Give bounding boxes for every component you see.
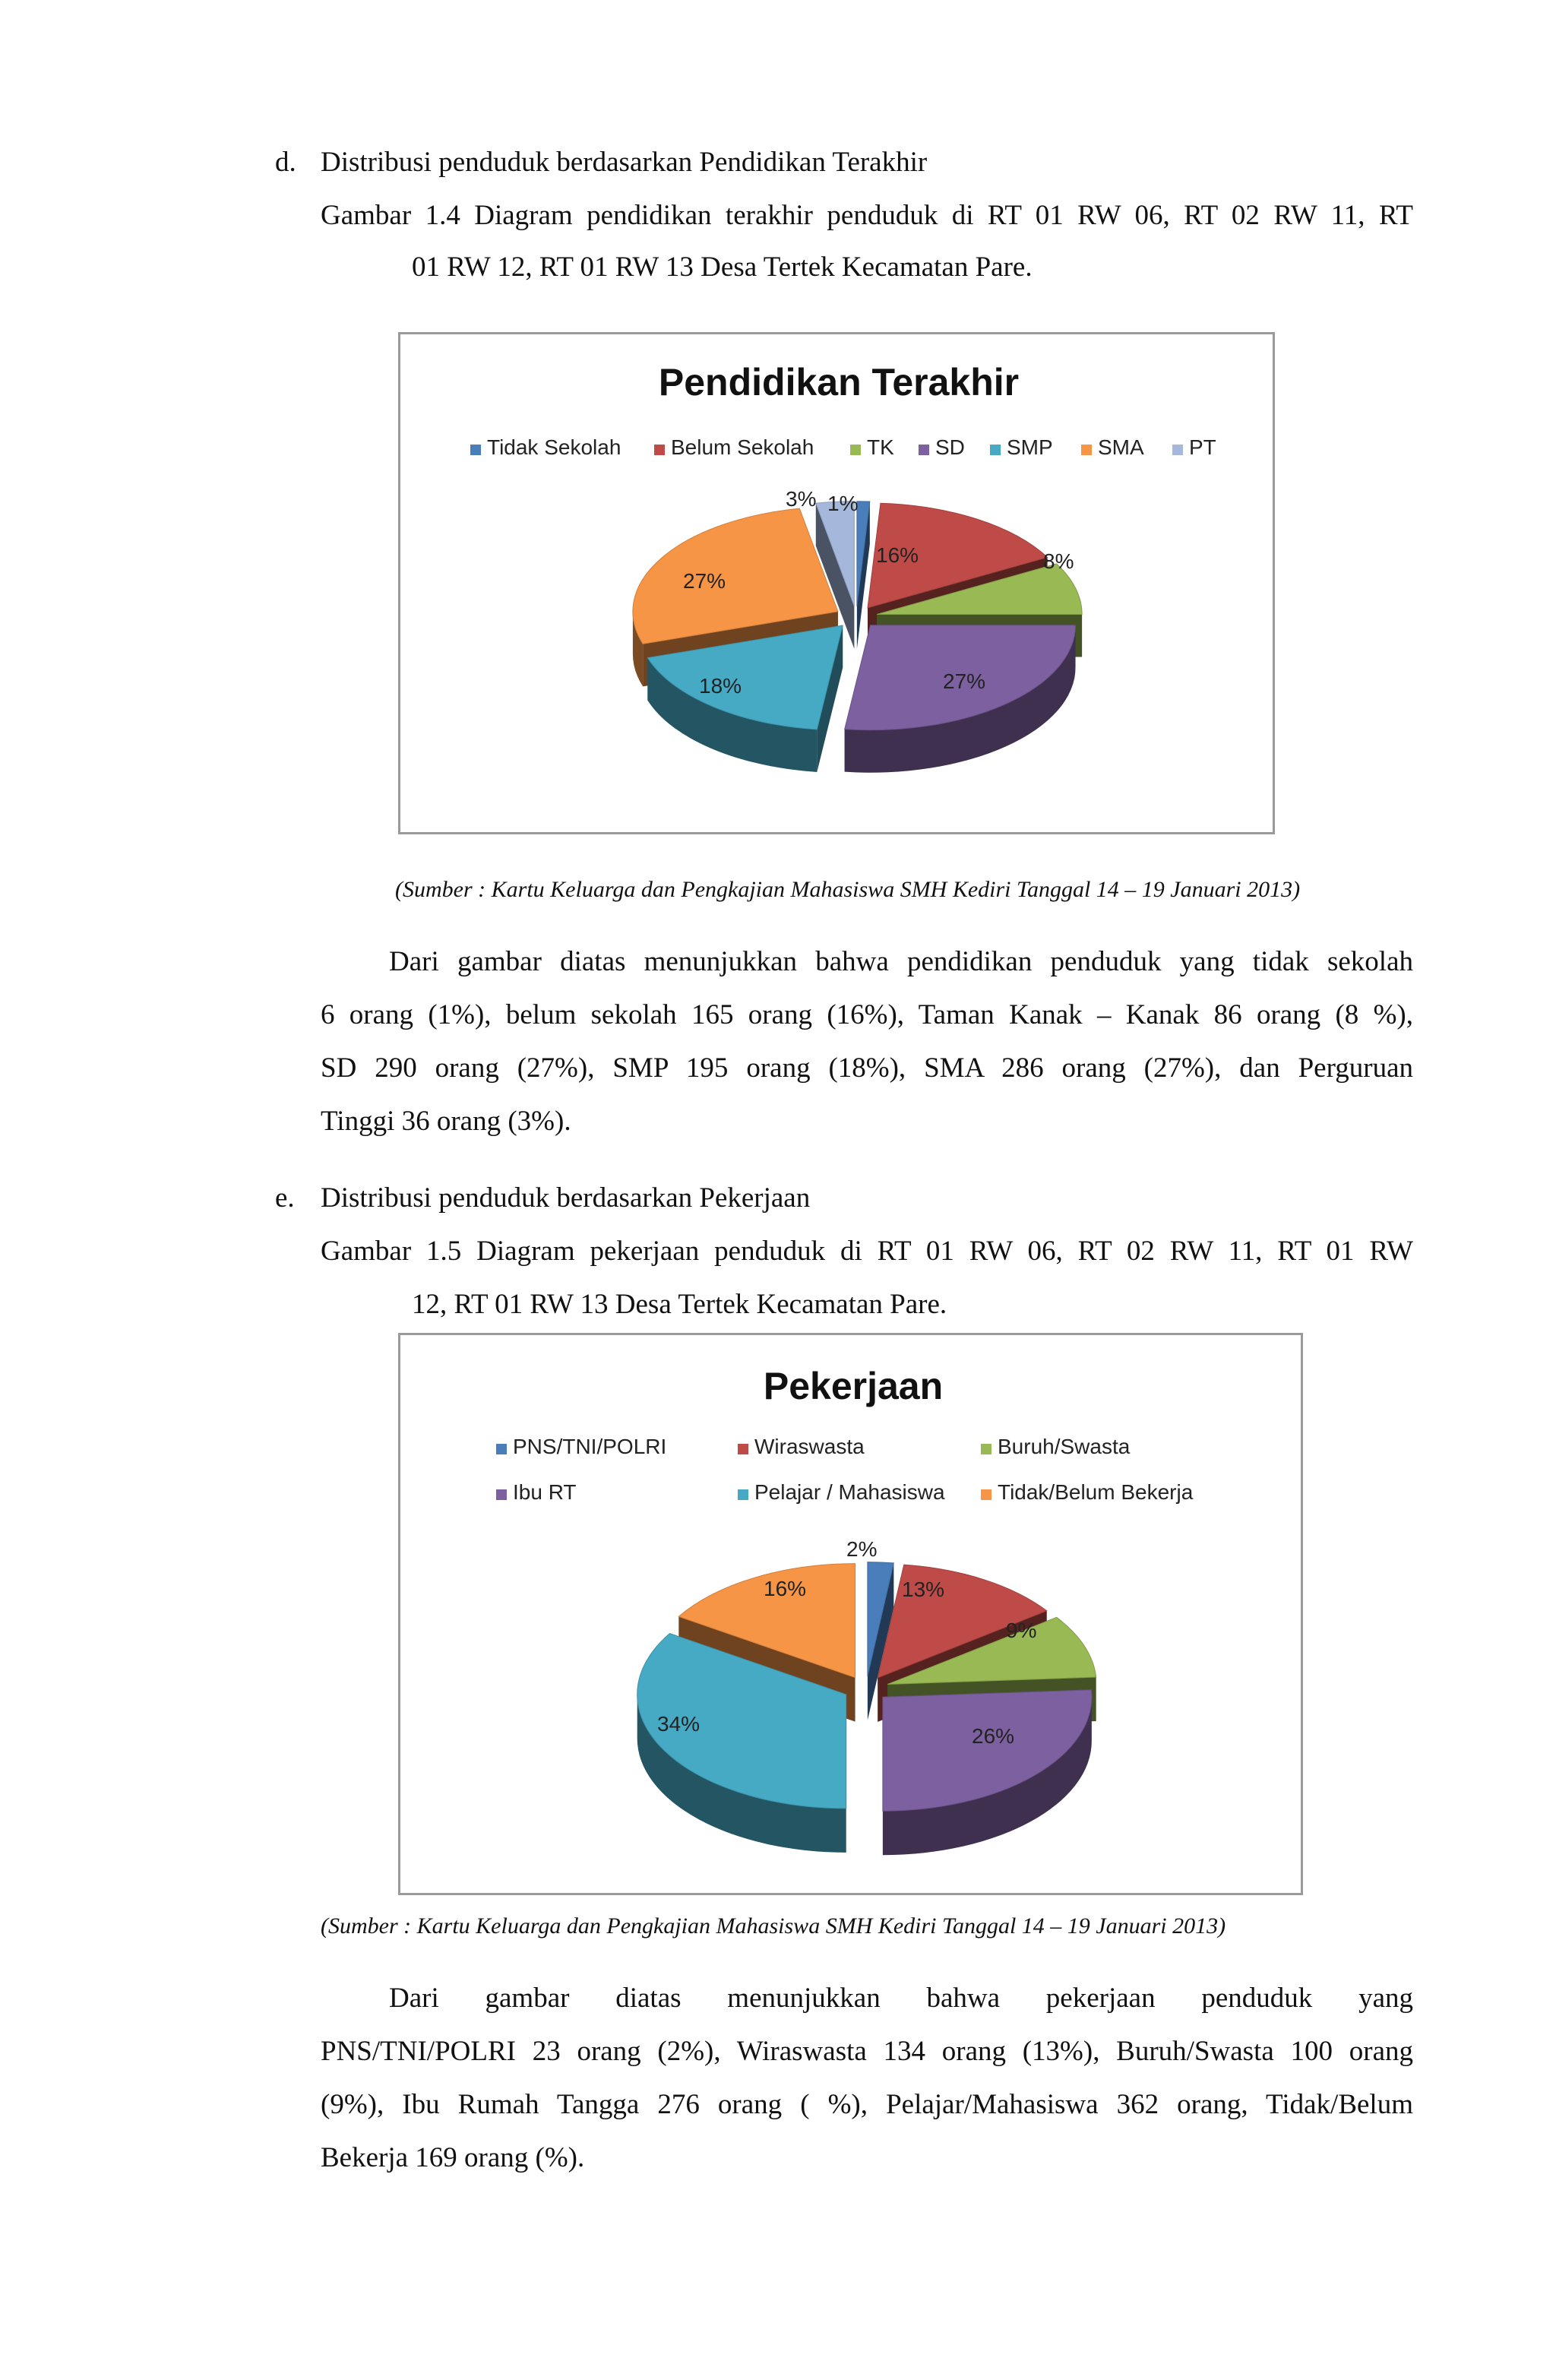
legend-swatch-tidak-belum-bekerja xyxy=(981,1489,991,1500)
legend-label-buruh-swasta: Buruh/Swasta xyxy=(998,1435,1131,1458)
figure-1-4-source: (Sumber : Kartu Keluarga dan Pengkajian Mahasiswa SMH Kediri Tanggal 14 – 19 Januari 2013) xyxy=(395,877,1301,902)
legend-swatch-pelajar-mahasiswa xyxy=(738,1489,748,1500)
chart-title: Pekerjaan xyxy=(763,1365,944,1407)
data-label-ibu-rt: 26% xyxy=(972,1724,1015,1748)
figure-1-4-caption-line2: 01 RW 12, RT 01 RW 13 Desa Tertek Kecamatan Pare. xyxy=(412,252,1033,283)
data-label-smp: 18% xyxy=(699,674,742,698)
legend-label-pns-tni-polri: PNS/TNI/POLRI xyxy=(513,1435,667,1458)
legend-swatch-pt xyxy=(1172,445,1183,455)
chart-pekerjaan-svg xyxy=(400,1335,1305,1897)
legend-swatch-sd xyxy=(919,445,929,455)
data-label-pelajar-mahasiswa: 34% xyxy=(657,1712,701,1736)
figure-1-5-caption-line1: Gambar 1.5 Diagram pekerjaan penduduk di RT 01 RW 06, RT 02 RW 11, RT 01 RW xyxy=(321,1236,1413,1267)
legend-swatch-wiraswasta xyxy=(738,1444,748,1454)
section-d-para-line1: Dari gambar diatas menunjukkan bahwa pendidikan penduduk yang tidak sekolah xyxy=(389,946,1413,977)
data-label-buruh-swasta: 9% xyxy=(1006,1619,1037,1642)
data-label-sd: 27% xyxy=(943,669,986,693)
data-label-tidak-belum-bekerja: 16% xyxy=(764,1577,807,1600)
legend-label-sd: SD xyxy=(935,435,965,459)
legend-swatch-smp xyxy=(990,445,1001,455)
legend-label-belum-sekolah: Belum Sekolah xyxy=(671,435,814,459)
data-label-sma: 27% xyxy=(683,569,726,593)
legend-label-smp: SMP xyxy=(1007,435,1053,459)
figure-1-4-caption-line1: Gambar 1.4 Diagram pendidikan terakhir penduduk di RT 01 RW 06, RT 02 RW 11, RT xyxy=(321,200,1413,231)
section-e-para-line3: (9%), Ibu Rumah Tangga 276 orang ( %), Pelajar/Mahasiswa 362 orang, Tidak/Belum xyxy=(321,2089,1413,2120)
figure-1-5-source: (Sumber : Kartu Keluarga dan Pengkajian Mahasiswa SMH Kediri Tanggal 14 – 19 Januari 2013) xyxy=(321,1913,1226,1938)
legend-label-pt: PT xyxy=(1189,435,1216,459)
chart-pekerjaan xyxy=(398,1333,1303,1895)
legend-swatch-pns-tni-polri xyxy=(496,1444,507,1454)
legend-swatch-belum-sekolah xyxy=(654,445,665,455)
legend-label-ibu-rt: Ibu RT xyxy=(513,1480,577,1504)
chart-title: Pendidikan Terakhir xyxy=(658,361,1020,404)
section-e-para-line4: Bekerja 169 orang (%). xyxy=(321,2142,585,2173)
section-d-marker: d. xyxy=(275,147,296,178)
legend-label-sma: SMA xyxy=(1098,435,1144,459)
legend-swatch-tidak-sekolah xyxy=(470,445,481,455)
data-label-tk: 8% xyxy=(1043,549,1074,573)
legend-swatch-tk xyxy=(850,445,861,455)
legend-swatch-buruh-swasta xyxy=(981,1444,991,1454)
data-label-tidak-sekolah: 1% xyxy=(827,492,859,515)
slice-sd xyxy=(845,625,1076,773)
legend-label-tk: TK xyxy=(867,435,894,459)
legend-swatch-ibu-rt xyxy=(496,1489,507,1500)
data-label-wiraswasta: 13% xyxy=(902,1578,945,1601)
slice-ibu-rt xyxy=(883,1690,1092,1855)
data-label-belum-sekolah: 16% xyxy=(876,543,919,567)
chart-pendidikan-svg xyxy=(400,334,1277,837)
legend-label-wiraswasta: Wiraswasta xyxy=(754,1435,865,1458)
figure-1-5-caption-line2: 12, RT 01 RW 13 Desa Tertek Kecamatan Pare. xyxy=(412,1289,947,1320)
section-e-para-line1: Dari gambar diatas menunjukkan bahwa pekerjaan penduduk yang xyxy=(389,1983,1413,2014)
section-d-para-line2: 6 orang (1%), belum sekolah 165 orang (16%), Taman Kanak – Kanak 86 orang (8 %), xyxy=(321,999,1413,1030)
legend-label-tidak-belum-bekerja: Tidak/Belum Bekerja xyxy=(998,1480,1194,1504)
data-label-pns-tni-polri: 2% xyxy=(846,1537,878,1561)
section-d-para-line3: SD 290 orang (27%), SMP 195 orang (18%), SMA 286 orang (27%), dan Perguruan xyxy=(321,1052,1413,1084)
section-e-marker: e. xyxy=(275,1182,295,1214)
section-d-heading: Distribusi penduduk berdasarkan Pendidikan Terakhir xyxy=(321,147,928,178)
legend-label-tidak-sekolah: Tidak Sekolah xyxy=(487,435,621,459)
legend-swatch-sma xyxy=(1081,445,1092,455)
legend-label-pelajar-mahasiswa: Pelajar / Mahasiswa xyxy=(754,1480,945,1504)
chart-pendidikan-terakhir xyxy=(398,332,1275,834)
section-e-para-line2: PNS/TNI/POLRI 23 orang (2%), Wiraswasta 134 orang (13%), Buruh/Swasta 100 orang xyxy=(321,2036,1413,2067)
section-d-para-line4: Tinggi 36 orang (3%). xyxy=(321,1106,571,1137)
section-e-heading: Distribusi penduduk berdasarkan Pekerjaan xyxy=(321,1182,811,1214)
data-label-pt: 3% xyxy=(786,487,817,511)
